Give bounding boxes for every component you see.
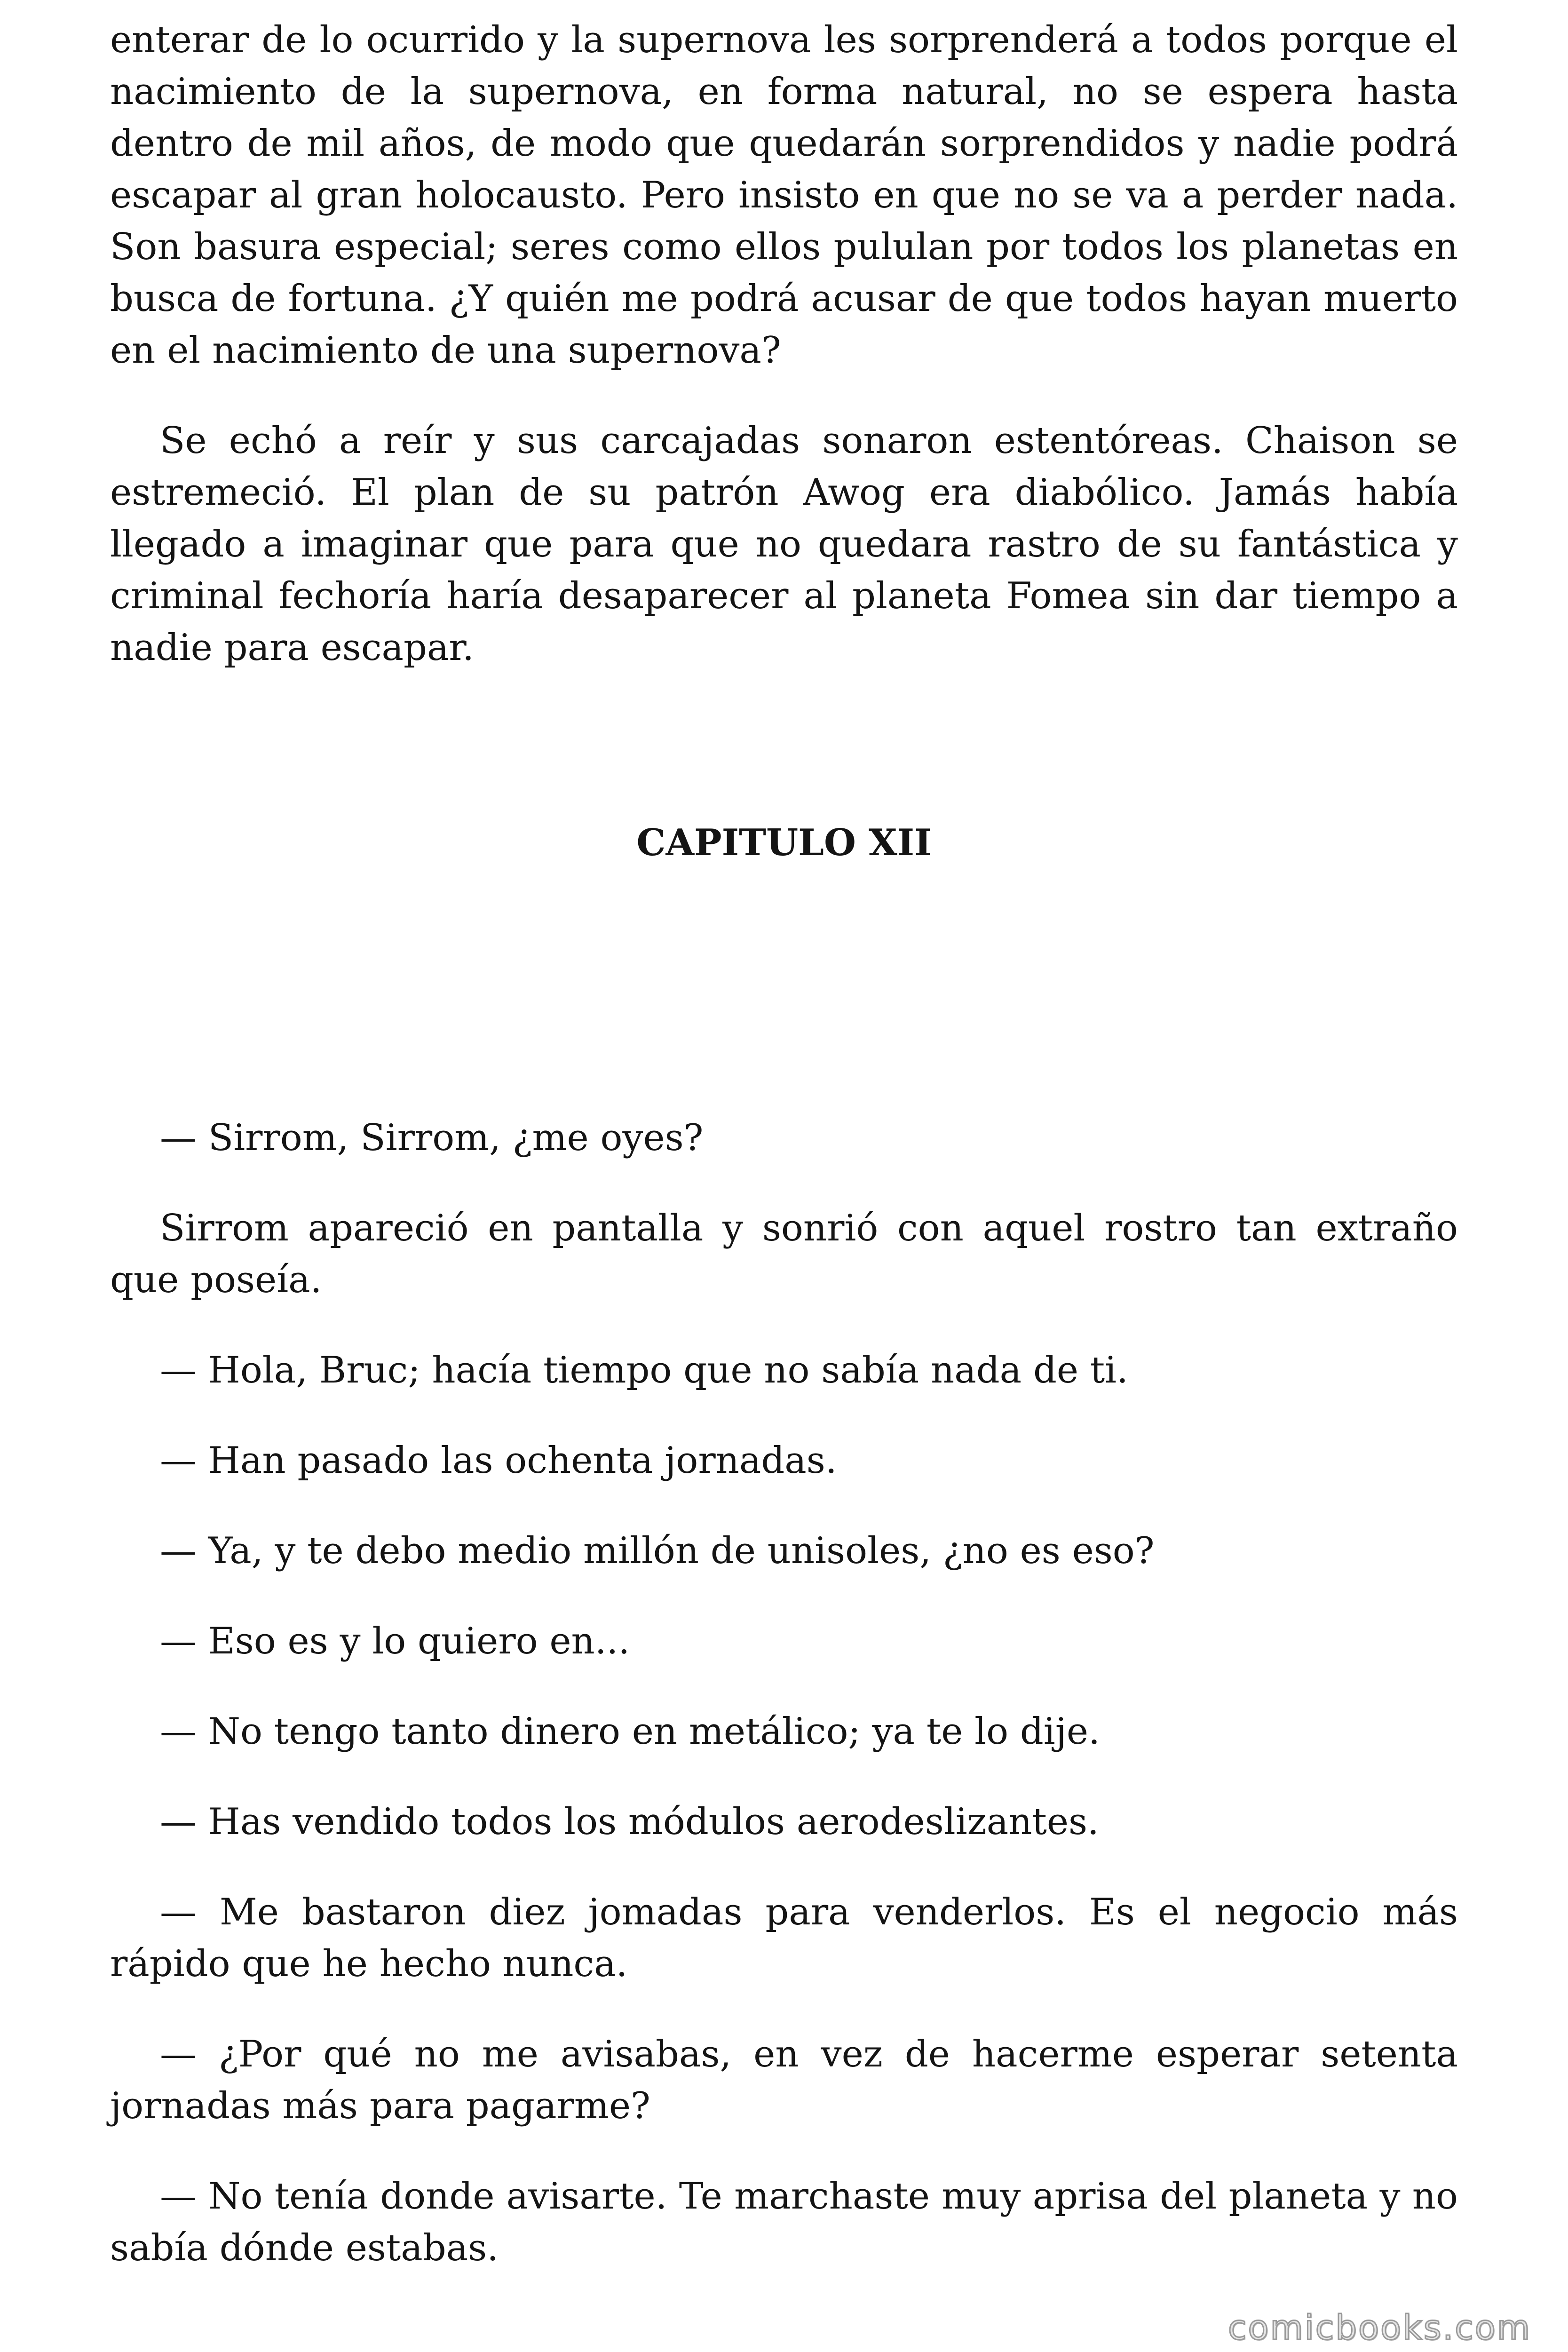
book-page [110,14,1458,2274]
dialogue-line: — Hola, Bruc; hacía tiempo que no sabía nada de ti. [160,1349,1128,1391]
paragraph-gap [110,1990,1458,2028]
paragraph-gap [110,1164,1458,1202]
paragraph-gap [110,1577,1458,1615]
chapter-title: CAPITULO XII [636,821,932,864]
paragraph-gap [110,2132,1458,2170]
dialogue-line: — Has vendido todos los módulos aerodeslizantes. [160,1801,1099,1843]
dialogue-line: — Sirrom, Sirrom, ¿me oyes? [160,1117,704,1159]
paragraph: enterar de lo ocurrido y la supernova les sorprenderá a todos porque el nacimiento de la supernova, en forma natural, no se espera hasta dentro de mil años, de modo que quedarán sorprendidos y nadie podrá escapar al gran holocausto. Pero insisto en que no se va a perder nada. Son basura especial; seres como ellos pululan por todos los planetas en busca de fortuna. ¿Y quién me podrá acusar de que todos hayan muerto en el nacimiento de una supernova? [110,19,1458,372]
chapter-spacer-top [110,674,1458,817]
chapter-spacer-bottom [110,869,1458,1112]
dialogue-line: — No tenía donde avisarte. Te marchaste muy aprisa del planeta y no sabía dónde estabas. [110,2175,1458,2269]
paragraph-gap [110,376,1458,415]
paragraph-gap [110,1848,1458,1886]
paragraph-gap [110,1667,1458,1706]
paragraph-gap [110,1757,1458,1796]
paragraph-gap [110,1396,1458,1435]
paragraph: Se echó a reír y sus carcajadas sonaron estentóreas. Chaison se estremeció. El plan de su patrón Awog era diabólico. Jamás había llegado a imaginar que para que no quedara rastro de su fantástica y criminal fechoría haría desaparecer al planeta Fomea sin dar tiempo a nadie para escapar. [110,420,1458,669]
watermark-logo: comicbooks.com [1227,2308,1531,2347]
paragraph-gap [110,1306,1458,1344]
dialogue-line: — Me bastaron diez jomadas para venderlos. Es el negocio más rápido que he hecho nunca. [110,1891,1458,1985]
dialogue-line: — No tengo tanto dinero en metálico; ya te lo dije. [160,1710,1100,1753]
dialogue-line: — Han pasado las ochenta jornadas. [160,1439,837,1482]
dialogue-line: — ¿Por qué no me avisabas, en vez de hacerme esperar setenta jornadas más para pagarme? [110,2033,1458,2127]
paragraph: Sirrom apareció en pantalla y sonrió con aquel rostro tan extraño que poseía. [110,1207,1458,1301]
dialogue-line: — Ya, y te debo medio millón de unisoles, ¿no es eso? [160,1530,1155,1572]
dialogue-line: — Eso es y lo quiero en... [160,1620,630,1662]
paragraph-gap [110,1486,1458,1525]
